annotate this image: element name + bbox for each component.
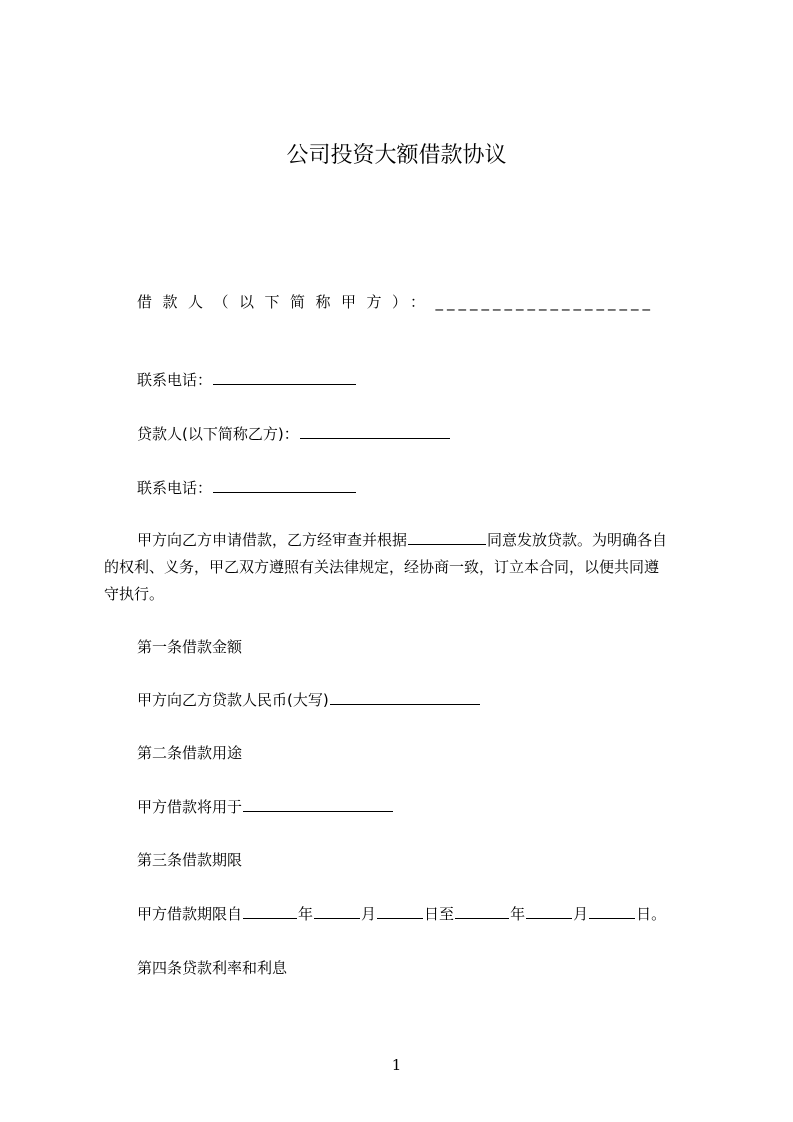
article-3-heading: 第三条借款期限 [137, 851, 243, 869]
end-month-blank [526, 903, 572, 919]
lender-phone-blank [213, 477, 356, 493]
article-2-heading: 第二条借款用途 [137, 744, 243, 762]
start-year-unit: 年 [298, 905, 314, 923]
start-day-blank [377, 903, 423, 919]
intro-text-a: 甲方向乙方申请借款，乙方经审查并根据 [137, 531, 408, 549]
intro-line-2: 的权利、义务，甲乙双方遵照有关法律规定，经协商一致，订立本合同，以便共同遵 [104, 558, 660, 576]
end-day-unit: 日。 [636, 905, 667, 923]
borrower-label: 借款人（以下简称甲方）： [137, 293, 436, 311]
end-month-unit: 月 [573, 905, 589, 923]
borrower-phone-line [137, 369, 357, 391]
article-2-text: 甲方借款将用于 [137, 798, 243, 816]
borrower-blank: ___________________ [435, 293, 655, 311]
end-year-unit: 年 [510, 905, 526, 923]
intro-line-1 [137, 529, 667, 551]
lender-blank [300, 423, 450, 439]
article-4-heading: 第四条贷款利率和利息 [137, 959, 288, 977]
intro-line-3: 守执行。 [104, 585, 165, 603]
purpose-blank [243, 796, 393, 812]
article-3-line [137, 903, 666, 925]
start-month-unit: 月 [361, 905, 377, 923]
start-year-blank [243, 903, 297, 919]
article-1-heading: 第一条借款金额 [137, 638, 243, 656]
end-day-blank [589, 903, 635, 919]
article-1-line [137, 689, 481, 711]
borrower-phone-label: 联系电话： [137, 371, 213, 389]
lender-phone-label: 联系电话： [137, 479, 213, 497]
term-from-label: 甲方借款期限自 [137, 905, 243, 923]
intro-text-b: 同意发放贷款。为明确各自 [487, 531, 668, 549]
end-year-blank [455, 903, 509, 919]
basis-blank [408, 529, 486, 545]
borrower-phone-blank [213, 369, 356, 385]
lender-line [137, 423, 451, 445]
article-1-text: 甲方向乙方贷款人民币(大写) [137, 691, 329, 709]
borrower-line [137, 291, 654, 313]
amount-blank [330, 689, 480, 705]
article-2-line [137, 796, 394, 818]
lender-label: 贷款人(以下简称乙方)： [137, 425, 299, 443]
document-title: 公司投资大额借款协议 [286, 143, 507, 168]
start-month-blank [314, 903, 360, 919]
page-number: 1 [391, 1056, 402, 1074]
lender-phone-line [137, 477, 357, 499]
start-day-unit: 日至 [424, 905, 455, 923]
